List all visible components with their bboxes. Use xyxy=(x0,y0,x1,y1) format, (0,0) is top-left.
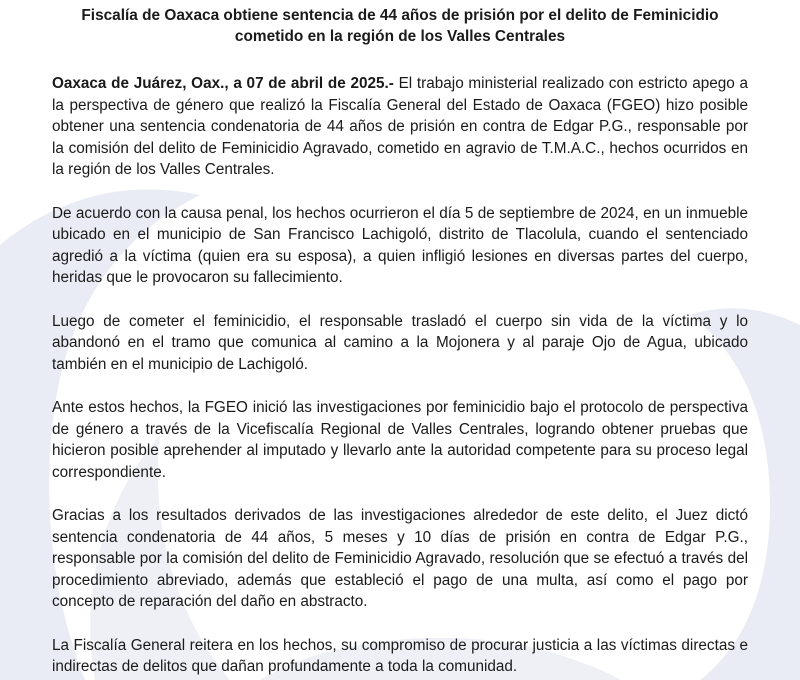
paragraph-4: Ante estos hechos, la FGEO inició las investigaciones por feminicidio bajo el protocolo de perspectiva de género a través de la Vicefiscalía Regional de Valles Centrales, logrando obtener pruebas que hicieron posible aprehender al imputado y llevarlo ante la autoridad competente para su proceso legal correspondiente. xyxy=(52,399,748,481)
paragraph-lead-text: El trabajo ministerial realizado con estricto apego a la perspectiva de género que realizó la Fiscalía General del Estado de Oaxaca (FGEO) hizo posible obtener una sentencia condenatoria de 44 años de prisión en contra de Edgar P.G., responsable por la comisión del delito de Feminicidio Agravado, cometido en agravio de T.M.A.C., hechos ocurridos en la región de los Valles Centrales. xyxy=(52,75,749,178)
paragraph-lead xyxy=(52,73,748,181)
press-release xyxy=(0,5,800,678)
paragraph-5: Gracias a los resultados derivados de las investigaciones alrededor de este delito, el Juez dictó sentencia condenatoria de 44 años, 5 meses y 10 días de prisión en contra de Edgar P.G., responsable por la comisión del delito de Feminicidio Agravado, resolución que se efectuó a través del procedimiento abreviado, además que estableció el pago de una multa, así como el pago por concepto de reparación del daño en abstracto. xyxy=(52,507,748,610)
press-release-title: Fiscalía de Oaxaca obtiene sentencia de 44 años de prisión por el delito de Feminicidio cometido en la región de los Valles Centrales xyxy=(81,7,719,45)
paragraph-3: Luego de cometer el feminicidio, el responsable trasladó el cuerpo sin vida de la víctima y lo abandonó en el tramo que comunica al camino a la Mojonera y al paraje Ojo de Agua, ubicado también en el municipio de Lachigoló. xyxy=(52,312,748,373)
paragraph-6: La Fiscalía General reitera en los hechos, su compromiso de procurar justicia a las víctimas directas e indirectas de delitos que dañan profundamente a toda la comunidad. xyxy=(52,636,748,675)
dateline: Oaxaca de Juárez, Oax., a 07 de abril de 2025.- xyxy=(52,75,394,92)
paragraph-2: De acuerdo con la causa penal, los hechos ocurrieron el día 5 de septiembre de 2024, en un inmueble ubicado en el municipio de San Francisco Lachigoló, distrito de Tlacolula, cuando el sentenciado agredió a la víctima (quien era su esposa), a quien infligió lesiones en diversas partes del cuerpo, heridas que le provocaron su fallecimiento. xyxy=(52,204,748,286)
